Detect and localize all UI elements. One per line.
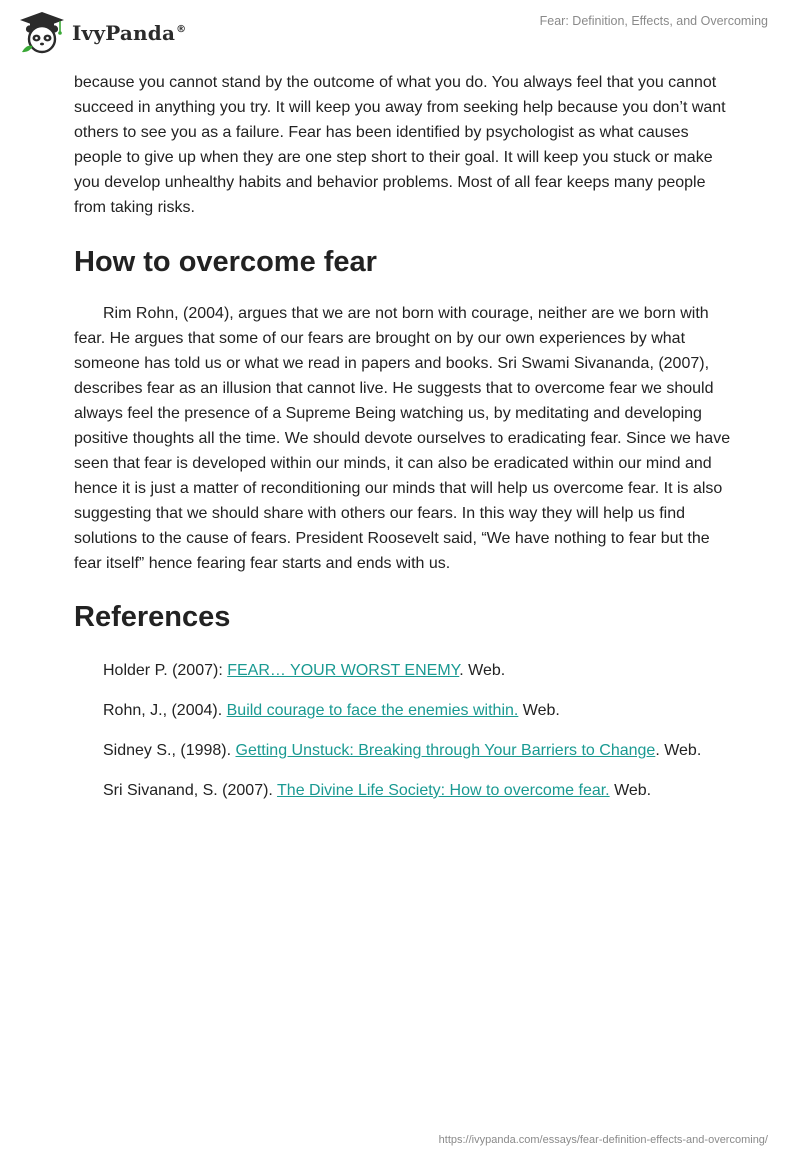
reference-prefix: Rohn, J., (2004). (103, 702, 227, 719)
reference-link[interactable]: FEAR… YOUR WORST ENEMY (227, 662, 460, 679)
reference-suffix: Web. (609, 782, 652, 799)
reference-link[interactable]: Getting Unstuck: Breaking through Your Barriers to Change (235, 742, 656, 759)
reference-prefix: Sri Sivanand, S. (2007). (103, 782, 278, 799)
logo-wordmark: IvyPanda (72, 21, 176, 45)
document-title: Fear: Definition, Effects, and Overcoming (539, 14, 768, 28)
overcome-paragraph: Rim Rohn, (2004), argues that we are not born with courage, neither are we born with fear. He argues that some of our fears are brought on by our own experiences by what someone has told us or what we read in papers and books. Sri Swami Sivananda, (2007), describes fear as an illusion that cannot live. He suggests that to overcome fear we should always feel the presence of a Supreme Being watching us, by meditating and developing positive thoughts all the time. We should devote ourselves to eradicating fear. Since we have seen that fear is developed within our minds, it can also be eradicated within our mind and hence it is just a matter of reconditioning our minds that will help us overcome fear. It is also suggesting that we should share with others our fears. In this way they will help us find solutions to the cause of fears. President Roosevelt said, “We have nothing to fear but the fear itself” hence fearing fear starts and ends with us. (74, 305, 731, 572)
reference-item (74, 658, 734, 683)
references-list (74, 658, 734, 803)
reference-item (74, 738, 734, 763)
registered-mark: ® (176, 24, 187, 36)
footer-source-url: https://ivypanda.com/essays/fear-definition-effects-and-overcoming/ (438, 1134, 768, 1146)
reference-suffix: Web. (518, 702, 560, 719)
section-heading-overcome: How to overcome fear (74, 246, 377, 278)
panda-graduate-icon (16, 10, 68, 56)
reference-item (74, 698, 734, 723)
reference-item (74, 778, 734, 803)
ivypanda-logo[interactable] (16, 10, 186, 56)
intro-paragraph: because you cannot stand by the outcome of what you do. You always feel that you cannot succeed in anything you try. It will keep you away from seeking help because you don’t want others to see you as a failure. Fear has been identified by psychologist as what causes people to give up when they are one step short to their goal. It will keep you stuck or make you develop unhealthy habits and behavior problems. Most of all fear keeps many people from taking risks. (74, 74, 726, 216)
essay-body (74, 70, 734, 818)
logo-text (72, 21, 186, 45)
reference-link[interactable]: The Divine Life Society: How to overcome fear. (277, 782, 610, 799)
reference-prefix: Holder P. (2007): (103, 662, 228, 679)
reference-link[interactable]: Build courage to face the enemies within. (226, 702, 519, 719)
reference-prefix: Sidney S., (1998). (103, 742, 236, 759)
section-heading-references: References (74, 601, 231, 633)
page-header (0, 0, 800, 64)
reference-suffix: . Web. (655, 742, 702, 759)
reference-suffix: . Web. (459, 662, 506, 679)
